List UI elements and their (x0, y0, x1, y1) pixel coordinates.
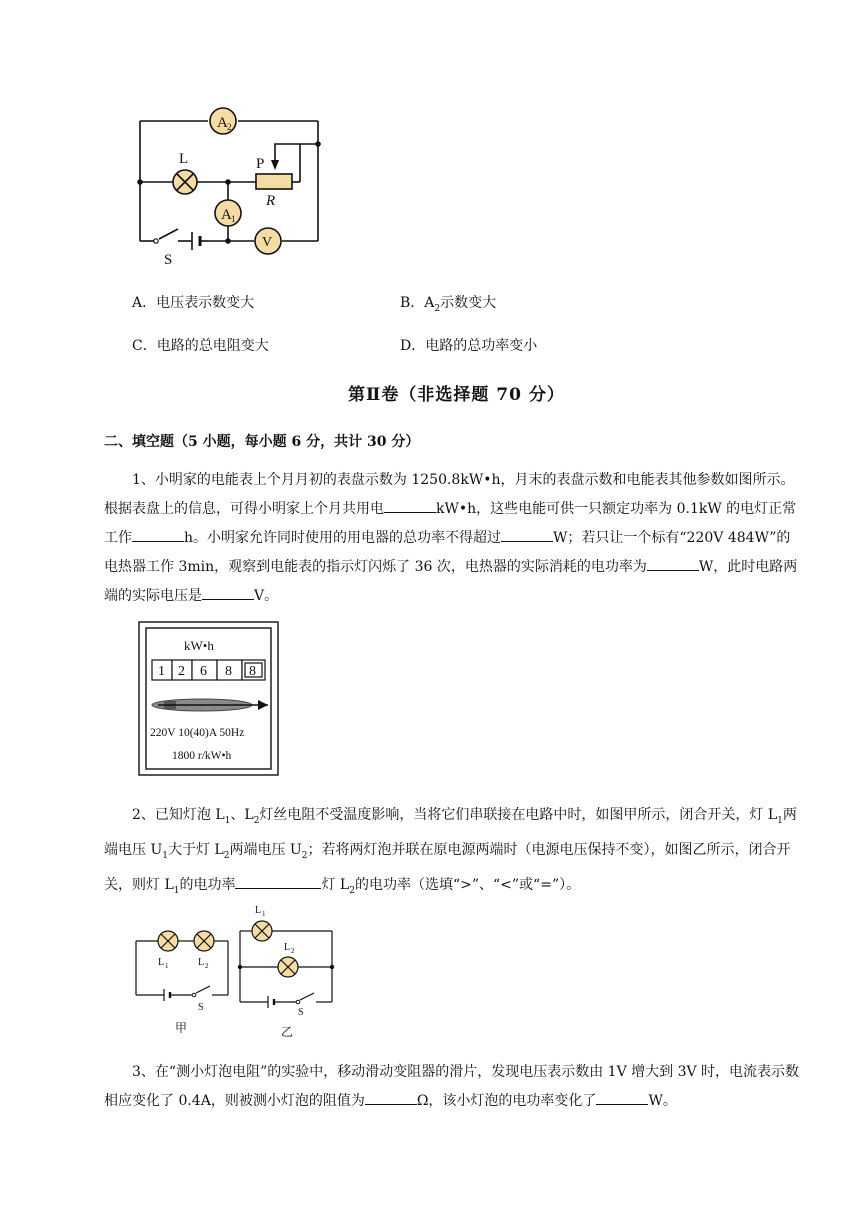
q3-blank-1[interactable] (365, 1090, 417, 1105)
q1-blank-5[interactable] (202, 585, 254, 600)
q1-text-4: W；若只让一个标有“220V 484W”的电热器工作 3min，观察到电能表的指示灯闪烁了 36 次，电热器的实际消耗的电功率为 (104, 530, 791, 575)
option-b (400, 292, 496, 314)
option-c: C．电路的总电阻变大 (132, 338, 269, 354)
meter-digit-2: 2 (178, 664, 185, 679)
q2-text: 的电功率（选填“>”、“<”或“=”）。 (354, 876, 581, 893)
q1-blank-1[interactable] (384, 498, 436, 513)
jia-l1-label: L (158, 957, 165, 968)
meter-digit-3: 6 (200, 664, 207, 679)
q1-text-3: h。小明家允许同时使用的用电器的总功率不得超过 (184, 530, 502, 546)
q1-text-2: kW•h，这些电能可供一只额定功率为 0.1kW 的电灯正常工作 (104, 501, 797, 546)
q2-sub: 2 (253, 815, 260, 826)
q3-blank-2[interactable] (596, 1090, 648, 1105)
q1-text-6: V。 (254, 588, 279, 604)
ammeter-a1-subscript: 1 (231, 214, 236, 224)
jia-caption: 甲 (175, 1021, 188, 1035)
section-heading: 二、填空题（5 小题，每小题 6 分，共计 30 分） (104, 434, 420, 450)
q2-text: 2、已知灯泡 L (132, 807, 225, 823)
yi-l1-label: L (255, 905, 262, 916)
voltmeter-label: V (262, 235, 273, 250)
switch-s-label: S (164, 252, 173, 268)
yi-l2-subscript: 2 (291, 947, 295, 955)
meter-digit-1: 1 (158, 664, 165, 679)
meter-unit: kW•h (184, 638, 214, 653)
q2-sub: 1 (173, 885, 180, 896)
q2-text: ；若将两灯泡并联在原电源两端时（电源电压保持不变），如图乙所示，闭合开关，则灯 L (104, 841, 791, 893)
q2-text: 的电功率 (179, 876, 236, 893)
q3-text-2: Ω，该小灯泡的电功率变化了 (416, 1093, 597, 1109)
q2-blank[interactable] (235, 874, 321, 889)
q2-sub: 2 (301, 850, 308, 861)
part-title: 第Ⅱ卷（非选择题 70 分） (348, 385, 565, 405)
meter-constant: 1800 r/kW•h (172, 750, 232, 762)
q1-blank-4[interactable] (647, 556, 699, 571)
meter-rating: 220V 10(40)A 50Hz (150, 727, 245, 739)
ammeter-a2-subscript: 2 (227, 122, 232, 132)
jia-l1-subscript: 1 (165, 962, 169, 970)
q2-text: 大于灯 L (167, 841, 224, 858)
question-2 (104, 801, 804, 905)
q2-sub: 1 (224, 815, 231, 826)
q2-sub: 1 (162, 850, 168, 861)
option-a: A．电压表示数变大 (132, 295, 255, 311)
q2-sub: 2 (349, 885, 355, 896)
question-3 (104, 1058, 804, 1116)
q2-text: 两端电压 U (229, 841, 302, 858)
q2-sub: 1 (777, 815, 783, 826)
q2-sub: 2 (223, 850, 230, 861)
yi-l1-subscript: 1 (262, 910, 266, 918)
q3-text-3: W。 (648, 1093, 677, 1109)
circuit-diagram-2 (128, 898, 348, 1042)
meter-digit-4: 8 (225, 664, 232, 679)
option-b-prefix: B．A (400, 295, 435, 311)
yi-caption: 乙 (281, 1025, 294, 1039)
lamp-l-label: L (179, 151, 189, 167)
meter-digit-5: 8 (249, 664, 256, 679)
q2-text: 灯丝电阻不受温度影响，当将它们串联接在电路中时，如图甲所示，闭合开关，灯 L (259, 807, 778, 823)
q1-text-5: W，此时电路两端的实际电压是 (104, 559, 798, 604)
ammeter-a2-label: A (217, 115, 228, 131)
ammeter-a1-label: A (221, 207, 232, 223)
q1-text-1: 1、小明家的电能表上个月月初的表盘示数为 1250.8kW•h，月末的表盘示数和电能表其他参数如图所示。根据表盘上的信息，可得小明家上个月共用电 (104, 472, 795, 517)
jia-l2-subscript: 2 (205, 962, 209, 970)
q2-text: 两端电压 U (104, 807, 797, 858)
q1-blank-2[interactable] (132, 527, 184, 542)
jia-switch-label: S (198, 1002, 204, 1013)
slider-p-label: P (256, 156, 265, 172)
electric-meter-figure (138, 621, 280, 777)
option-b-suffix: 示数变大 (440, 295, 497, 311)
q3-text-1: 3、在“测小灯泡电阻”的实验中，移动滑动变阻器的滑片，发现电压表示数由 1V 增大到 3V 时，电流表示数相应变化了 0.4A，则被测小灯泡的阻值为 (104, 1064, 800, 1109)
q2-text: 、L (230, 807, 254, 823)
question-1 (104, 466, 804, 611)
option-b-subscript: 2 (434, 303, 441, 314)
rheostat-r-label: R (266, 193, 276, 209)
q1-blank-3[interactable] (501, 527, 553, 542)
option-d: D．电路的总功率变小 (400, 338, 538, 354)
jia-l2-label: L (198, 957, 205, 968)
yi-switch-label: S (298, 1007, 304, 1018)
circuit-diagram-1 (128, 104, 328, 274)
q2-text: 灯 L (321, 876, 350, 893)
yi-l2-label: L (284, 942, 291, 953)
